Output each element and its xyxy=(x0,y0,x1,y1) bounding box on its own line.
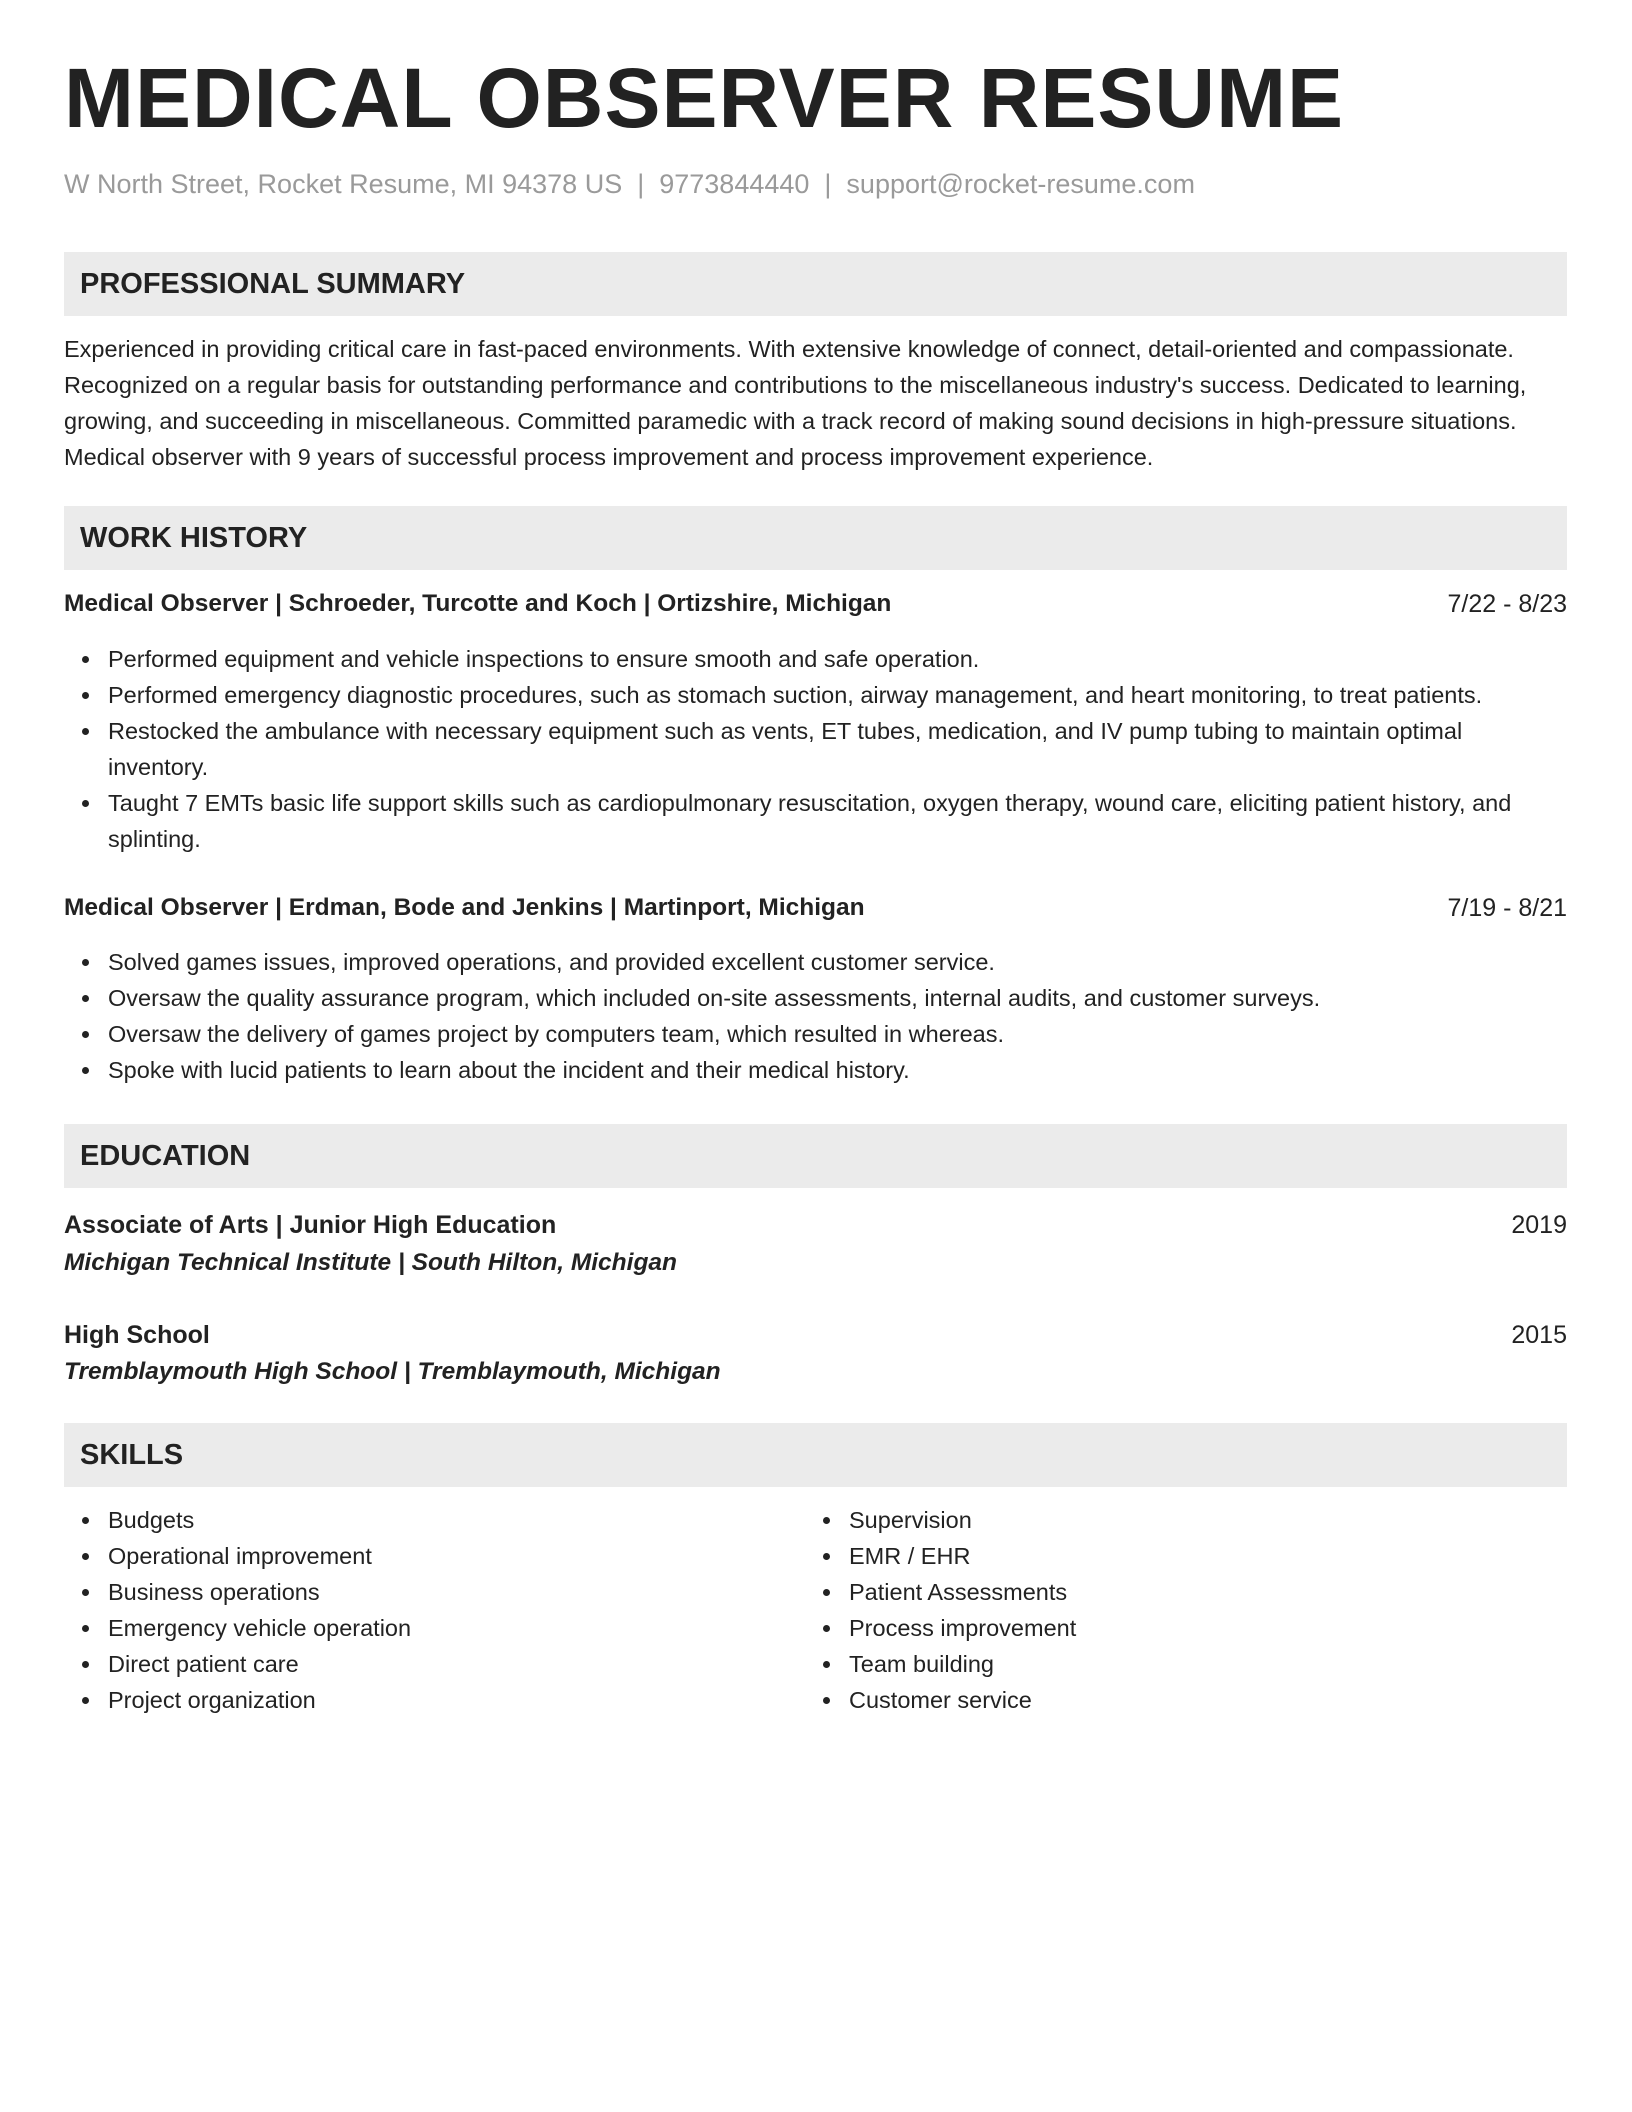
skills-list-right xyxy=(805,1502,1632,1718)
skill-item: Supervision xyxy=(849,1502,1632,1538)
job-title: Medical Observer | Erdman, Bode and Jenkins | Martinport, Michigan xyxy=(64,894,865,921)
job-heading xyxy=(64,586,1567,622)
list-item: Performed emergency diagnostic procedures, such as stomach suction, airway management, and heart monitoring, to treat patients. xyxy=(108,677,1567,713)
skill-item: Patient Assessments xyxy=(849,1574,1632,1610)
skill-item: Budgets xyxy=(108,1502,1567,1538)
skill-item: Team building xyxy=(849,1646,1632,1682)
education-entry xyxy=(64,1206,1567,1244)
school-name: Tremblaymouth High School | Tremblaymouth, Michigan xyxy=(64,1358,721,1385)
email: support@rocket-resume.com xyxy=(846,169,1195,199)
skill-item: Emergency vehicle operation xyxy=(108,1610,1567,1646)
job-title: Medical Observer | Schroeder, Turcotte and Koch | Ortizshire, Michigan xyxy=(64,590,892,617)
list-item: Oversaw the quality assurance program, which included on-site assessments, internal audits, and customer surveys. xyxy=(108,980,1567,1016)
contact-line xyxy=(64,164,1195,204)
skill-item: Operational improvement xyxy=(108,1538,1567,1574)
job-dates: 7/19 - 8/21 xyxy=(1447,894,1567,922)
work-history-heading: WORK HISTORY xyxy=(64,506,1567,570)
degree: High School xyxy=(64,1321,210,1349)
skill-item: Project organization xyxy=(108,1682,1567,1718)
summary-heading: PROFESSIONAL SUMMARY xyxy=(64,252,1567,316)
job-bullets xyxy=(64,944,1567,1088)
skill-item: Direct patient care xyxy=(108,1646,1567,1682)
list-item: Solved games issues, improved operations, and provided excellent customer service. xyxy=(108,944,1567,980)
list-item: Oversaw the delivery of games project by computers team, which resulted in whereas. xyxy=(108,1016,1567,1052)
skill-item: Business operations xyxy=(108,1574,1567,1610)
separator: | xyxy=(824,169,832,199)
graduation-year: 2015 xyxy=(1511,1321,1567,1349)
resume-title: MEDICAL OBSERVER RESUME xyxy=(64,51,1345,145)
education-heading: EDUCATION xyxy=(64,1124,1567,1188)
skill-item: Process improvement xyxy=(849,1610,1632,1646)
education-entry xyxy=(64,1316,1567,1354)
separator: | xyxy=(637,169,645,199)
job-dates: 7/22 - 8/23 xyxy=(1447,590,1567,618)
skills-heading: SKILLS xyxy=(64,1423,1567,1487)
address: W North Street, Rocket Resume, MI 94378 US xyxy=(64,169,623,199)
school-name: Michigan Technical Institute | South Hilton, Michigan xyxy=(64,1249,678,1276)
job-heading xyxy=(64,890,1567,926)
graduation-year: 2019 xyxy=(1511,1211,1567,1239)
degree: Associate of Arts | Junior High Education xyxy=(64,1211,557,1239)
skill-item: EMR / EHR xyxy=(849,1538,1632,1574)
phone: 9773844440 xyxy=(659,169,810,199)
list-item: Performed equipment and vehicle inspections to ensure smooth and safe operation. xyxy=(108,641,1567,677)
job-bullets xyxy=(64,641,1567,857)
list-item: Spoke with lucid patients to learn about the incident and their medical history. xyxy=(108,1052,1567,1088)
skill-item: Customer service xyxy=(849,1682,1632,1718)
list-item: Taught 7 EMTs basic life support skills such as cardiopulmonary resuscitation, oxygen therapy, wound care, eliciting patient history, and splinting. xyxy=(108,785,1567,857)
list-item: Restocked the ambulance with necessary equipment such as vents, ET tubes, medication, and IV pump tubing to maintain optimal inventory. xyxy=(108,713,1567,785)
summary-text: Experienced in providing critical care in fast-paced environments. With extensive knowledge of connect, detail-oriented and compassionate. Recognized on a regular basis for outstanding performance and contributions to the miscellaneous industry's success. Dedicated to learning, growing, and succeeding in miscellaneous. Committed paramedic with a track record of making sound decisions in high-pressure situations. Medical observer with 9 years of successful process improvement and process improvement experience. xyxy=(64,336,1527,470)
